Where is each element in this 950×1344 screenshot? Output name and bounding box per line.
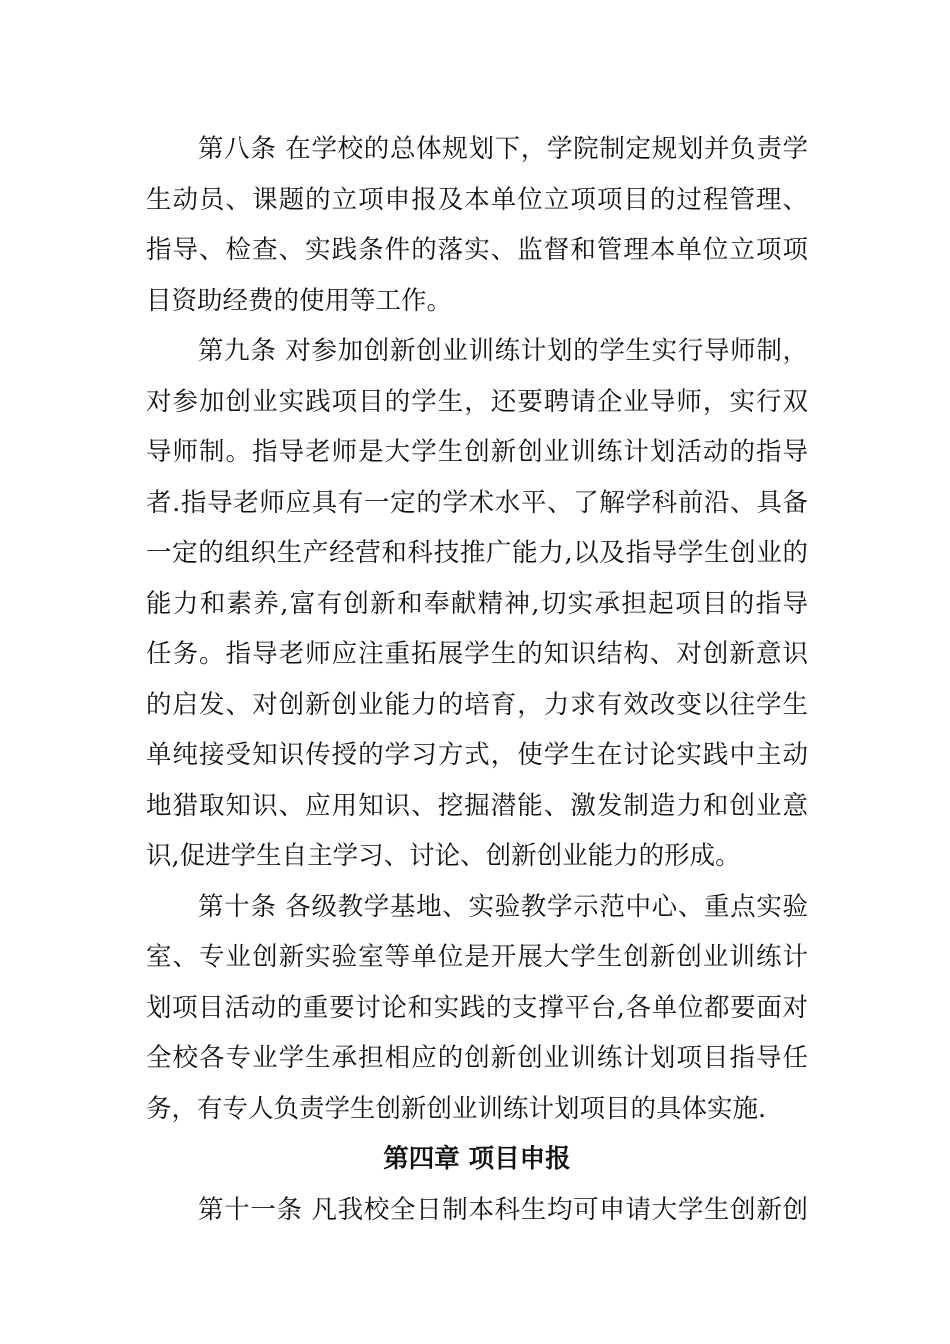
article-9-line-9: 单纯接受知识传授的学习方式，使学生在讨论实践中主动	[146, 740, 808, 770]
article-9	[146, 326, 808, 882]
chapter-4-heading: 第四章 项目申报	[383, 1144, 571, 1174]
article-10-line-4: 全校各专业学生承担相应的创新创业训练计划项目指导任	[146, 1043, 808, 1073]
article-10-line-5: 务，有专人负责学生创新创业训练计划项目的具体实施.	[146, 1093, 767, 1124]
article-9-line-1: 第九条 对参加创新创业训练计划的学生实行导师制，	[198, 336, 808, 366]
article-9-line-11: 识,促进学生自主学习、讨论、创新创业能力的形成。	[146, 841, 741, 871]
article-10-line-3: 划项目活动的重要讨论和实践的支撑平台,各单位都要面对	[146, 992, 808, 1023]
article-8-line-3: 指导、检查、实践条件的落实、监督和管理本单位立项项	[146, 235, 808, 265]
document-page	[146, 124, 808, 1235]
article-11	[146, 1185, 808, 1236]
article-10-line-2: 室、专业创新实验室等单位是开展大学生创新创业训练计	[146, 942, 808, 972]
article-9-line-4: 者.指导老师应具有一定的学术水平、了解学科前沿、具备	[146, 487, 808, 518]
article-9-line-7: 任务。指导老师应注重拓展学生的知识结构、对创新意识	[146, 639, 808, 669]
article-11-line-1: 第十一条 凡我校全日制本科生均可申请大学生创新创	[198, 1194, 808, 1225]
article-10	[146, 882, 808, 1135]
article-8-line-1: 第八条 在学校的总体规划下，学院制定规划并负责学	[198, 134, 808, 164]
article-9-line-2: 对参加创业实践项目的学生，还要聘请企业导师，实行双	[146, 386, 808, 417]
article-9-line-6: 能力和素养,富有创新和奉献精神,切实承担起项目的指导	[146, 588, 808, 619]
article-10-line-1: 第十条 各级教学基地、实验教学示范中心、重点实验	[198, 891, 808, 922]
article-9-line-3: 导师制。指导老师是大学生创新创业训练计划活动的指导	[146, 437, 808, 467]
article-8-line-2: 生动员、课题的立项申报及本单位立项项目的过程管理、	[146, 184, 808, 215]
article-9-line-5: 一定的组织生产经营和科技推广能力,以及指导学生创业的	[146, 538, 808, 568]
article-9-line-10: 地猎取知识、应用知识、挖掘潜能、激发制造力和创业意	[146, 790, 808, 821]
article-8-line-4: 目资助经费的使用等工作。	[146, 285, 453, 316]
article-9-line-8: 的启发、对创新创业能力的培育，力求有效改变以往学生	[146, 689, 808, 720]
article-8	[146, 124, 808, 326]
